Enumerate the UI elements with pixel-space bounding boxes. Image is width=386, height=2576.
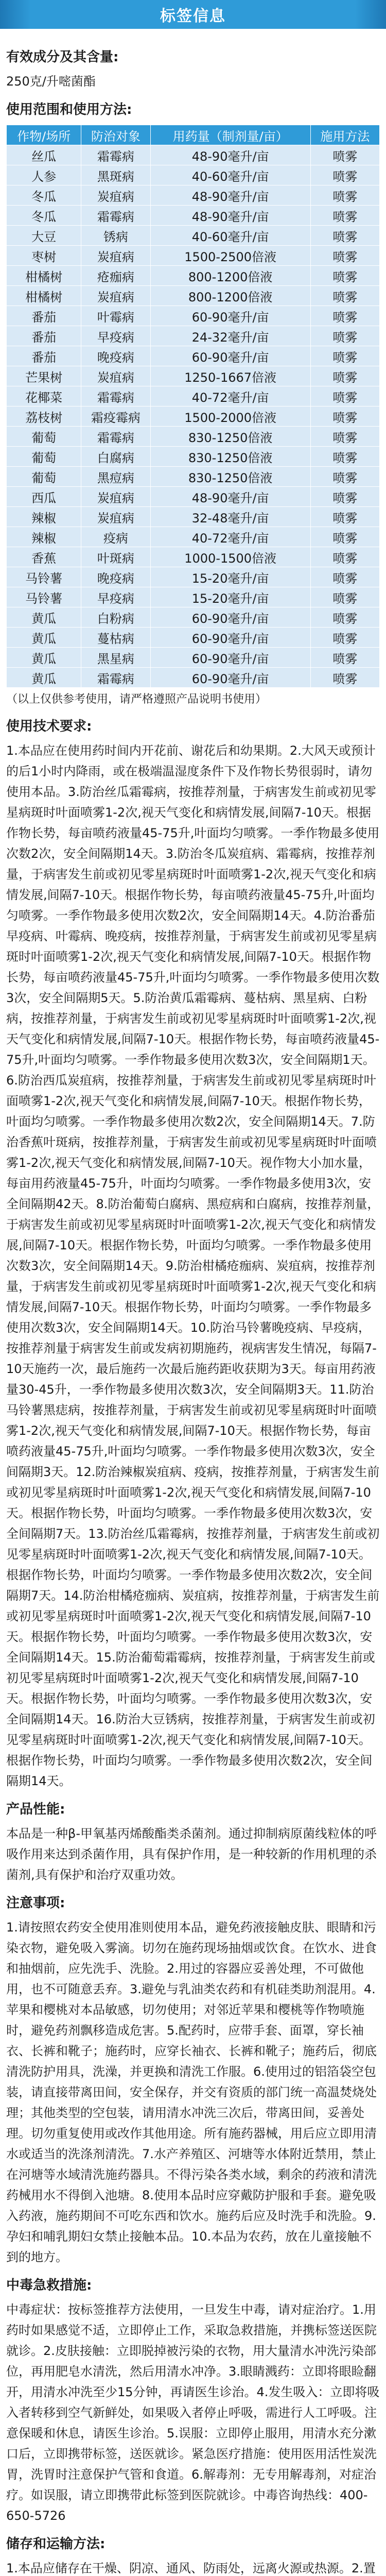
method-cell: 喷雾 (310, 406, 379, 427)
target-cell: 炭疽病 (81, 507, 150, 527)
ingredient-value: 250克/升嘧菌酯 (6, 74, 96, 89)
target-cell: 晚疫病 (81, 346, 150, 366)
target-cell: 叶霉病 (81, 306, 150, 326)
crop-cell: 葡萄 (7, 447, 81, 467)
method-cell: 喷雾 (310, 607, 379, 628)
crop-cell: 冬瓜 (7, 185, 81, 206)
crop-cell: 番茄 (7, 306, 81, 326)
crop-cell: 荔枝树 (7, 406, 81, 427)
dosage-cell: 48-90毫升/亩 (150, 206, 310, 226)
dosage-cell: 60-90毫升/亩 (150, 668, 310, 688)
method-cell: 喷雾 (310, 286, 379, 306)
column-header-crop: 作物/场所 (7, 125, 81, 145)
target-cell: 疫病 (81, 527, 150, 547)
dosage-cell: 40-60毫升/亩 (150, 165, 310, 185)
method-cell: 喷雾 (310, 366, 379, 386)
table-row (7, 607, 380, 628)
cautions-heading: 注意事项: (6, 1895, 65, 1911)
dosage-cell: 40-72毫升/亩 (150, 386, 310, 406)
dosage-cell: 800-1200倍液 (150, 286, 310, 306)
method-cell: 喷雾 (310, 507, 379, 527)
target-cell: 霜霉病 (81, 668, 150, 688)
storage-text: 1.本品应储存在干燥、阴凉、通风、防雨处，远离火源或热源。2.置 (6, 2561, 376, 2575)
usage-note: （以上仅供参考使用，请严格遵照产品说明书使用） (6, 693, 267, 706)
target-cell: 炭疽病 (81, 185, 150, 206)
dosage-cell: 830-1250倍液 (150, 467, 310, 487)
usage-table (6, 125, 380, 688)
crop-cell: 人参 (7, 165, 81, 185)
performance-heading: 产品性能: (6, 1802, 65, 1817)
method-cell: 喷雾 (310, 326, 379, 346)
method-cell: 喷雾 (310, 346, 379, 366)
method-cell: 喷雾 (310, 246, 379, 266)
crop-cell: 番茄 (7, 346, 81, 366)
method-cell: 喷雾 (310, 628, 379, 648)
crop-cell: 柑橘树 (7, 286, 81, 306)
crop-cell: 黄瓜 (7, 668, 81, 688)
crop-cell: 丝瓜 (7, 145, 81, 165)
crop-cell: 番茄 (7, 326, 81, 346)
dosage-cell: 24-32毫升/亩 (150, 326, 310, 346)
table-row (7, 406, 380, 427)
method-cell: 喷雾 (310, 306, 379, 326)
column-header-dosage: 用药量（制剂量/亩） (150, 125, 310, 145)
storage-heading: 储存和运输方法: (6, 2536, 106, 2552)
banner-title: 标签信息 (0, 0, 386, 29)
crop-cell: 辣椒 (7, 527, 81, 547)
method-cell: 喷雾 (310, 547, 379, 567)
target-cell: 霜霉病 (81, 206, 150, 226)
dosage-cell: 1000-1500倍液 (150, 547, 310, 567)
dosage-cell: 60-90毫升/亩 (150, 607, 310, 628)
crop-cell: 马铃薯 (7, 587, 81, 607)
target-cell: 晚疫病 (81, 567, 150, 587)
method-cell: 喷雾 (310, 386, 379, 406)
target-cell: 疮痂病 (81, 266, 150, 286)
dosage-cell: 60-90毫升/亩 (150, 306, 310, 326)
method-cell: 喷雾 (310, 487, 379, 507)
table-row (7, 386, 380, 406)
table-row (7, 427, 380, 447)
table-row (7, 527, 380, 547)
table-row (7, 165, 380, 185)
dosage-cell: 1250-1667倍液 (150, 366, 310, 386)
ingredient-heading: 有效成分及其含量: (6, 49, 119, 65)
dosage-cell: 40-72毫升/亩 (150, 527, 310, 547)
column-header-method: 施用方法 (310, 125, 379, 145)
dosage-cell: 48-90毫升/亩 (150, 145, 310, 165)
table-row (7, 185, 380, 206)
target-cell: 早疫病 (81, 326, 150, 346)
target-cell: 叶斑病 (81, 547, 150, 567)
target-cell: 黑痘病 (81, 467, 150, 487)
table-row (7, 326, 380, 346)
performance-text: 本品是一种β-甲氧基丙烯酸酯类杀菌剂。通过抑制病原菌线粒体的呼吸作用来达到杀菌作用，具有保护作用，是一种较新的作用机理的杀菌剂,具有保护和治疗双重功效。 (6, 1826, 377, 1882)
column-header-target: 防治对象 (81, 125, 150, 145)
method-cell: 喷雾 (310, 145, 379, 165)
crop-cell: 葡萄 (7, 467, 81, 487)
crop-cell: 马铃薯 (7, 567, 81, 587)
dosage-cell: 60-90毫升/亩 (150, 648, 310, 668)
dosage-cell: 800-1200倍液 (150, 266, 310, 286)
method-cell: 喷雾 (310, 206, 379, 226)
table-row (7, 366, 380, 386)
target-cell: 炭疽病 (81, 286, 150, 306)
table-row (7, 487, 380, 507)
table-row (7, 587, 380, 607)
poisoning-text: 中毒症状：按标签推荐方法使用，一旦发生中毒，请对症治疗。1.用药时如果感觉不适，立即停止工作，采取急救措施，并携标签送医院就诊。2.皮肤接触：立即脱掉被污染的衣物，用大量清水冲洗污染部位，再用肥皂水清洗，然后用清水冲净。3.眼睛溅药：立即将眼睑翻开，用清水冲洗至少15分钟，再请医生诊治。4.发生吸入：立即将吸入者转移到空气新鲜处，如果吸入者停止呼吸，需进行人工呼吸。注意保暖和休息，请医生诊治。5.误服：立即停止服用，用清水充分漱口后，立即携带标签，送医就诊。紧急医疗措施：使用医用活性炭洗胃，洗胃时注意保护气管和食道。6.解毒剂：无专用解毒剂，对症治疗。如误服，请立即携带此标签到医院就诊。中毒咨询热线：400-650-5726 (6, 2302, 380, 2523)
dosage-cell: 48-90毫升/亩 (150, 185, 310, 206)
crop-cell: 大豆 (7, 226, 81, 246)
crop-cell: 黄瓜 (7, 628, 81, 648)
target-cell: 霜霉病 (81, 386, 150, 406)
method-cell: 喷雾 (310, 467, 379, 487)
table-row (7, 346, 380, 366)
method-cell: 喷雾 (310, 648, 379, 668)
crop-cell: 黄瓜 (7, 648, 81, 668)
method-cell: 喷雾 (310, 266, 379, 286)
table-row (7, 266, 380, 286)
crop-cell: 柑橘树 (7, 266, 81, 286)
technical-text: 1.本品应在使用药时间内开花前、谢花后和幼果期。2.大风天或预计的后1小时内降雨，或在极端温湿度条件下及作物长势很弱时，请勿使用本品。3.防治丝瓜霜霉病，按推荐剂量，于病害发生前或初见零星病斑时叶面喷雾1-2次,视天气变化和病情发展,间隔7-10天。根据作物长势，每亩喷药液量45-75升,叶面均匀喷雾。一季作物最多使用次数2次，安全间隔期14天。3.防治冬瓜炭疽病、霜霉病，按推荐剂量，于病害发生前或初见零星病斑时叶面喷雾1-2次,视天气变化和病情发展,间隔7-10天。根据作物长势，每亩喷药液量45-75升,叶面均匀喷雾。一季作物最多使用次数2次，安全间隔期14天。4.防治番茄早疫病、叶霉病、晚疫病，按推荐剂量，于病害发生前或初见零星病斑时叶面喷雾1-2次,视天气变化和病情发展,间隔7-10天。根据作物长势，每亩喷药液量45-75升,叶面均匀喷雾。一季作物最多使用次数3次，安全间隔期5天。5.防治黄瓜霜霉病、蔓枯病、黑星病、白粉病，按推荐剂量，于病害发生前或初见零星病斑时叶面喷雾1-2次,视天气变化和病情发展,间隔7-10天。根据作物长势，每亩喷药液量45-75升,叶面均匀喷雾。一季作物最多使用次数3次，安全间隔期1天。6.防治西瓜炭疽病，按推荐剂量，于病害发生前或初见零星病斑时叶面喷雾1-2次,视天气变化和病情发展,间隔7-10天。根据作物长势，叶面均匀喷雾。一季作物最多使用次数2次，安全间隔期14天。7.防治香蕉叶斑病，按推荐剂量，于病害发生前或初见零星病斑时叶面喷雾1-2次,视天气变化和病情发展,间隔7-10天。视作物大小加水量，每亩用药液量45-75升，叶面均匀喷雾。一季作物最多使用3次，安全间隔期42天。8.防治葡萄白腐病、黑痘病和白腐病，按推荐剂量，于病害发生前或初见零星病斑时叶面喷雾1-2次,视天气变化和病情发展,间隔7-10天。根据作物长势，叶面均匀喷雾。一季作物最多使用次数3次，安全间隔期14天。9.防治柑橘疮痂病、炭疽病，按推荐剂量，于病害发生前或初见零星病斑时叶面喷雾1-2次,视天气变化和病情发展,间隔7-10天。根据作物长势，叶面均匀喷雾。一季作物最多使用次数3次，安全间隔期14天。10.防治马铃薯晚疫病、早疫病，按推荐剂量于病害发生前或发病初期施药，视病害发生情况，每隔7-10天施药一次，最后施药一次最后施药距收获期为3天。每亩用药液量30-45升，一季作物最多使用次数3次，安全间隔期3天。11.防治马铃薯黑痣病，按推荐剂量，于病害发生前或初见零星病斑时叶面喷雾1-2次,视天气变化和病情发展,间隔7-10天。根据作物长势，每亩喷药液量45-75升,叶面均匀喷雾。一季作物最多使用次数3次，安全间隔期3天。12.防治辣椒炭疽病、疫病，按推荐剂量，于病害发生前或初见零星病斑时叶面喷雾1-2次,视天气变化和病情发展,间隔7-10天。根据作物长势，叶面均匀喷雾。一季作物最多使用次数3次，安全间隔期7天。13.防治丝瓜霜霉病，按推荐剂量，于病害发生前或初见零星病斑时叶面喷雾1-2次,视天气变化和病情发展,间隔7-10天。根据作物长势，叶面均匀喷雾。一季作物最多使用次数2次，安全间隔期7天。14.防治柑橘疮痂病、炭疽病，按推荐剂量，于病害发生前或初见零星病斑时叶面喷雾1-2次,视天气变化和病情发展,间隔7-10天。根据作物长势，叶面均匀喷雾。一季作物最多使用次数3次，安全间隔期14天。15.防治葡萄霜霉病，按推荐剂量，于病害发生前或初见零星病斑时叶面喷雾1-2次,视天气变化和病情发展,间隔7-10天。根据作物长势，叶面均匀喷雾。一季作物最多使用次数3次，安全间隔期14天。16.防治大豆锈病，按推荐剂量，于病害发生前或初见零星病斑时叶面喷雾1-2次,视天气变化和病情发展,间隔7-10天。根据作物长势，叶面均匀喷雾。一季作物最多使用次数2次，安全间隔期14天。 (6, 743, 380, 1788)
crop-cell: 香蕉 (7, 547, 81, 567)
target-cell: 早疫病 (81, 587, 150, 607)
table-row (7, 567, 380, 587)
target-cell: 蔓枯病 (81, 628, 150, 648)
target-cell: 黑星病 (81, 648, 150, 668)
table-header-row (7, 125, 380, 145)
label-content (0, 29, 386, 2576)
method-cell: 喷雾 (310, 427, 379, 447)
cautions-text: 1.请按照农药安全使用准则使用本品，避免药液接触皮肤、眼睛和污染衣物，避免吸入雾滴。切勿在施药现场抽烟或饮食。在饮水、进食和抽烟前，应先洗手、洗脸。2.用过的容器应妥善处理，不可做他用，也不可随意丢弃。3.避免与乳油类农药和有机硅类助剂混用。4.苹果和樱桃对本品敏感，切勿使用；对邻近苹果和樱桃等作物喷施时，避免药剂飘移造成危害。5.配药时，应带手套、面罩，穿长袖衣、长裤和靴子；施药时，应穿长袖衣、长裤和靴子；施药后，彻底清洗防护用具，洗澡，并更换和清洗工作服。6.使用过的铝箔袋空包装，请直接带离田间，安全保存，并交有资质的部门统一高温焚烧处理；其他类型的空包装，请用清水冲洗三次后，带离田间，妥善处理。切勿重复使用或改作其他用途。所有施药器械，用后应立即用清水或适当的洗涤剂清洗。7.水产养殖区、河塘等水体附近禁用，禁止在河塘等水域清洗施药器具。不得污染各类水域，剩余的药液和清洗药械用水不得倒入池塘。8.使用本品时应穿戴防护服和手套。避免吸入药液，施药期间不可吃东西和饮水。施药后应及时洗手和洗脸。9.孕妇和哺乳期妇女禁止接触本品。10.本品为农药，放在儿童接触不到的地方。 (6, 1920, 377, 2264)
table-row (7, 246, 380, 266)
table-row (7, 206, 380, 226)
table-row (7, 145, 380, 165)
technical-heading: 使用技术要求: (6, 719, 92, 734)
target-cell: 黑斑病 (81, 165, 150, 185)
target-cell: 炭疽病 (81, 366, 150, 386)
table-row (7, 226, 380, 246)
method-cell: 喷雾 (310, 527, 379, 547)
method-cell: 喷雾 (310, 447, 379, 467)
target-cell: 霜疫霉病 (81, 406, 150, 427)
crop-cell: 黄瓜 (7, 607, 81, 628)
table-row (7, 668, 380, 688)
dosage-cell: 60-90毫升/亩 (150, 628, 310, 648)
method-cell: 喷雾 (310, 567, 379, 587)
table-row (7, 628, 380, 648)
dosage-cell: 830-1250倍液 (150, 447, 310, 467)
target-cell: 白腐病 (81, 447, 150, 467)
table-row (7, 447, 380, 467)
method-cell: 喷雾 (310, 226, 379, 246)
method-cell: 喷雾 (310, 668, 379, 688)
dosage-cell: 48-90毫升/亩 (150, 487, 310, 507)
crop-cell: 冬瓜 (7, 206, 81, 226)
usage-heading: 使用范围和使用方法: (6, 102, 132, 117)
method-cell: 喷雾 (310, 165, 379, 185)
method-cell: 喷雾 (310, 185, 379, 206)
dosage-cell: 32-48毫升/亩 (150, 507, 310, 527)
dosage-cell: 15-20毫升/亩 (150, 587, 310, 607)
target-cell: 霜霉病 (81, 145, 150, 165)
target-cell: 炭疽病 (81, 487, 150, 507)
dosage-cell: 830-1250倍液 (150, 427, 310, 447)
table-row (7, 507, 380, 527)
method-cell: 喷雾 (310, 587, 379, 607)
target-cell: 白粉病 (81, 607, 150, 628)
table-row (7, 547, 380, 567)
poisoning-heading: 中毒急救措施: (6, 2278, 92, 2293)
table-row (7, 286, 380, 306)
crop-cell: 芒果树 (7, 366, 81, 386)
dosage-cell: 1500-2500倍液 (150, 246, 310, 266)
target-cell: 锈病 (81, 226, 150, 246)
table-row (7, 467, 380, 487)
dosage-cell: 60-90毫升/亩 (150, 346, 310, 366)
crop-cell: 葡萄 (7, 427, 81, 447)
dosage-cell: 15-20毫升/亩 (150, 567, 310, 587)
dosage-cell: 40-60毫升/亩 (150, 226, 310, 246)
usage-table-body (7, 145, 380, 688)
table-row (7, 648, 380, 668)
target-cell: 霜霉病 (81, 427, 150, 447)
dosage-cell: 1500-2000倍液 (150, 406, 310, 427)
crop-cell: 辣椒 (7, 507, 81, 527)
crop-cell: 西瓜 (7, 487, 81, 507)
crop-cell: 枣树 (7, 246, 81, 266)
table-row (7, 306, 380, 326)
crop-cell: 花椰菜 (7, 386, 81, 406)
target-cell: 炭疽病 (81, 246, 150, 266)
